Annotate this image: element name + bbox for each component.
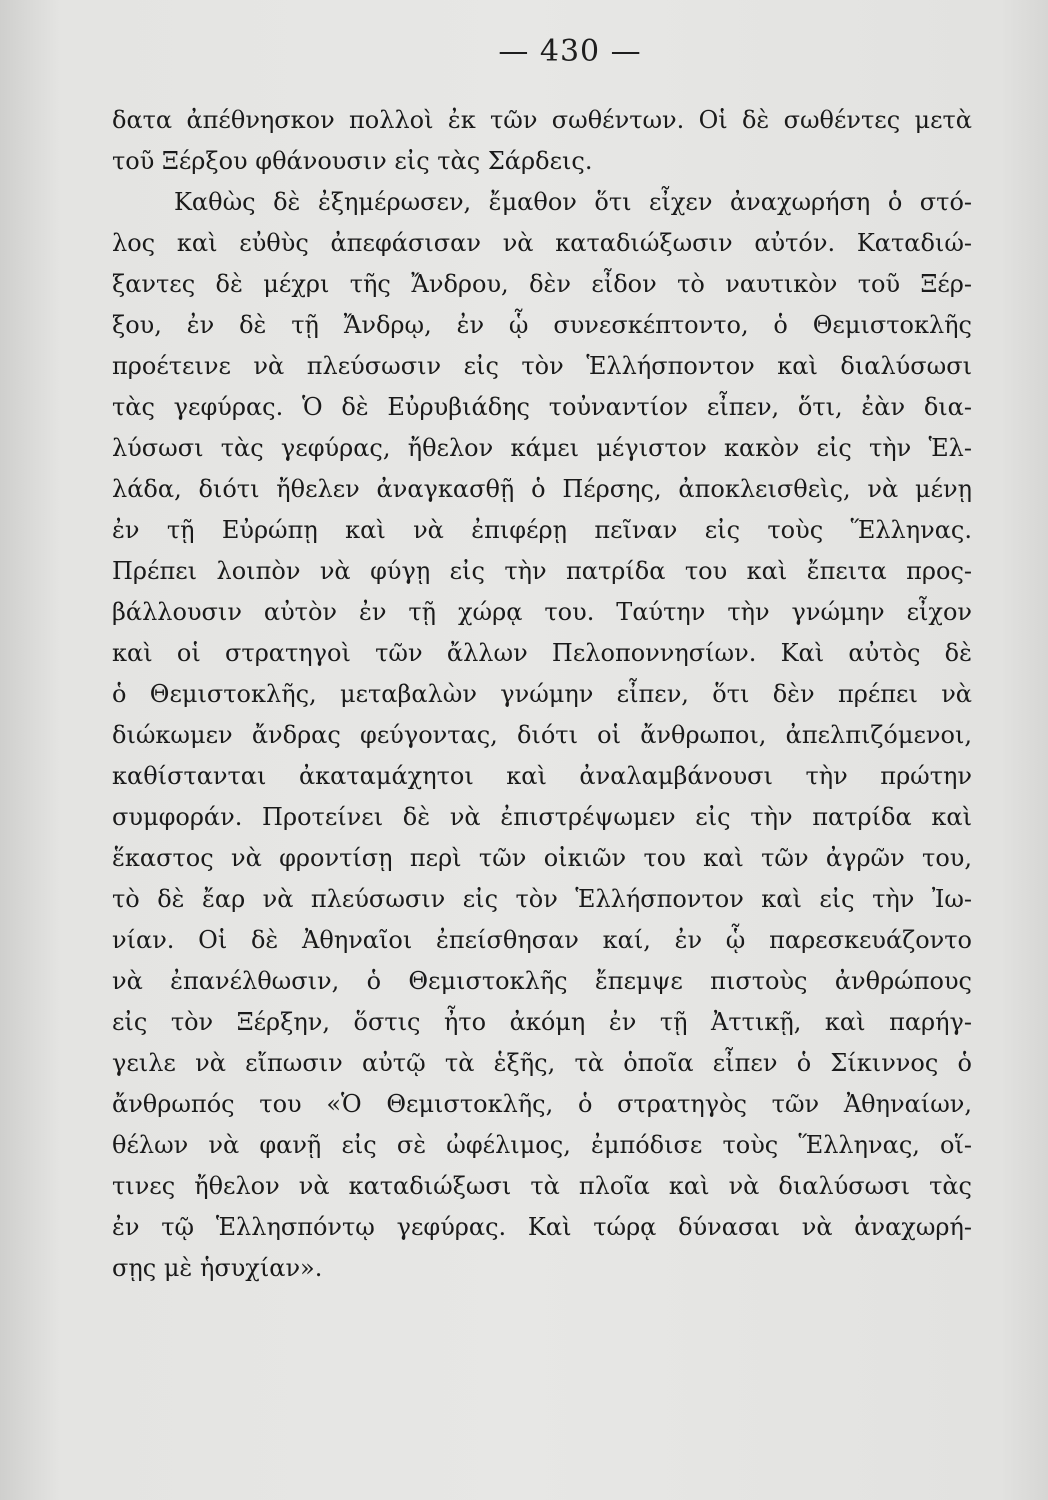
text-line: τοῦ Ξέρξου φθάνουσιν εἰς τὰς Σάρδεις. bbox=[112, 147, 593, 175]
text-line: σῃς μὲ ἡσυχίαν». bbox=[112, 1254, 323, 1282]
text-line: νίαν. Οἱ δὲ Ἀθηναῖοι ἐπείσθησαν καί, ἐν ᾧ παρεσκευάζοντο bbox=[112, 926, 972, 954]
text-line: ἄνθρωπός του «Ὁ Θεμιστοκλῆς, ὁ στρατηγὸς τῶν Ἀθηναίων, bbox=[112, 1090, 972, 1118]
text-line: ὁ Θεμιστοκλῆς, μεταβαλὼν γνώμην εἶπεν, ὅτι δὲν πρέπει νὰ bbox=[112, 680, 972, 708]
text-line: τὸ δὲ ἔαρ νὰ πλεύσωσιν εἰς τὸν Ἑλλήσποντον καὶ εἰς τὴν Ἰω- bbox=[112, 885, 972, 913]
text-line: δατα ἀπέθνησκον πολλοὶ ἐκ τῶν σωθέντων. Οἱ δὲ σωθέντες μετὰ bbox=[112, 106, 972, 134]
text-line: Πρέπει λοιπὸν νὰ φύγῃ εἰς τὴν πατρίδα του καὶ ἔπειτα προς- bbox=[112, 557, 972, 585]
text-line: ἕκαστος νὰ φροντίσῃ περὶ τῶν οἰκιῶν του καὶ τῶν ἀγρῶν του, bbox=[112, 844, 972, 872]
text-line: τὰς γεφύρας. Ὁ δὲ Εὐρυβιάδης τοὐναντίον εἶπεν, ὅτι, ἐὰν δια- bbox=[112, 393, 972, 421]
text-line: ἐν τῇ Εὐρώπῃ καὶ νὰ ἐπιφέρῃ πεῖναν εἰς τοὺς Ἕλληνας. bbox=[112, 516, 972, 544]
text-line: συμφοράν. Προτείνει δὲ νὰ ἐπιστρέψωμεν εἰς τὴν πατρίδα καὶ bbox=[112, 803, 972, 831]
page-number: — 430 — bbox=[498, 34, 642, 69]
text-line: Καθὼς δὲ ἐξημέρωσεν, ἔμαθον ὅτι εἶχεν ἀναχωρήση ὁ στό- bbox=[174, 188, 972, 216]
text-line: λύσωσι τὰς γεφύρας, ἤθελον κάμει μέγιστον κακὸν εἰς τὴν Ἑλ- bbox=[112, 434, 972, 462]
text-line: καθίστανται ἀκαταμάχητοι καὶ ἀναλαμβάνουσι τὴν πρώτην bbox=[112, 762, 972, 790]
text-line: γειλε νὰ εἴπωσιν αὐτῷ τὰ ἑξῆς, τὰ ὁποῖα εἶπεν ὁ Σίκιννος ὁ bbox=[112, 1049, 972, 1077]
text-line: λος καὶ εὐθὺς ἀπεφάσισαν νὰ καταδιώξωσιν αὐτόν. Καταδιώ- bbox=[112, 229, 972, 257]
text-line: νὰ ἐπανέλθωσιν, ὁ Θεμιστοκλῆς ἔπεμψε πιστοὺς ἀνθρώπους bbox=[112, 967, 972, 995]
text-line: προέτεινε νὰ πλεύσωσιν εἰς τὸν Ἑλλήσποντον καὶ διαλύσωσι bbox=[112, 352, 972, 380]
text-line: ξαντες δὲ μέχρι τῆς Ἄνδρου, δὲν εἶδον τὸ ναυτικὸν τοῦ Ξέρ- bbox=[112, 270, 972, 298]
text-line: ἐν τῷ Ἑλλησπόντῳ γεφύρας. Καὶ τώρᾳ δύνασαι νὰ ἀναχωρή- bbox=[112, 1213, 972, 1241]
body-text bbox=[112, 100, 972, 1289]
text-line: τινες ἤθελον νὰ καταδιώξωσι τὰ πλοῖα καὶ νὰ διαλύσωσι τὰς bbox=[112, 1172, 972, 1200]
text-line: θέλων νὰ φανῇ εἰς σὲ ὠφέλιμος, ἐμπόδισε τοὺς Ἕλληνας, οἵ- bbox=[112, 1131, 972, 1159]
text-line: ξου, ἐν δὲ τῇ Ἄνδρῳ, ἐν ᾧ συνεσκέπτοντο, ὁ Θεμιστοκλῆς bbox=[112, 311, 972, 339]
text-line: εἰς τὸν Ξέρξην, ὅστις ἦτο ἀκόμη ἐν τῇ Ἀττικῇ, καὶ παρήγ- bbox=[112, 1008, 972, 1036]
text-line: λάδα, διότι ἤθελεν ἀναγκασθῇ ὁ Πέρσης, ἀποκλεισθεὶς, νὰ μένῃ bbox=[112, 475, 972, 503]
text-line: καὶ οἱ στρατηγοὶ τῶν ἄλλων Πελοποννησίων. Καὶ αὐτὸς δὲ bbox=[112, 639, 972, 667]
text-line: βάλλουσιν αὐτὸν ἐν τῇ χώρᾳ του. Ταύτην τὴν γνώμην εἶχον bbox=[112, 598, 972, 626]
text-line: διώκωμεν ἄνδρας φεύγοντας, διότι οἱ ἄνθρωποι, ἀπελπιζόμενοι, bbox=[112, 721, 972, 749]
